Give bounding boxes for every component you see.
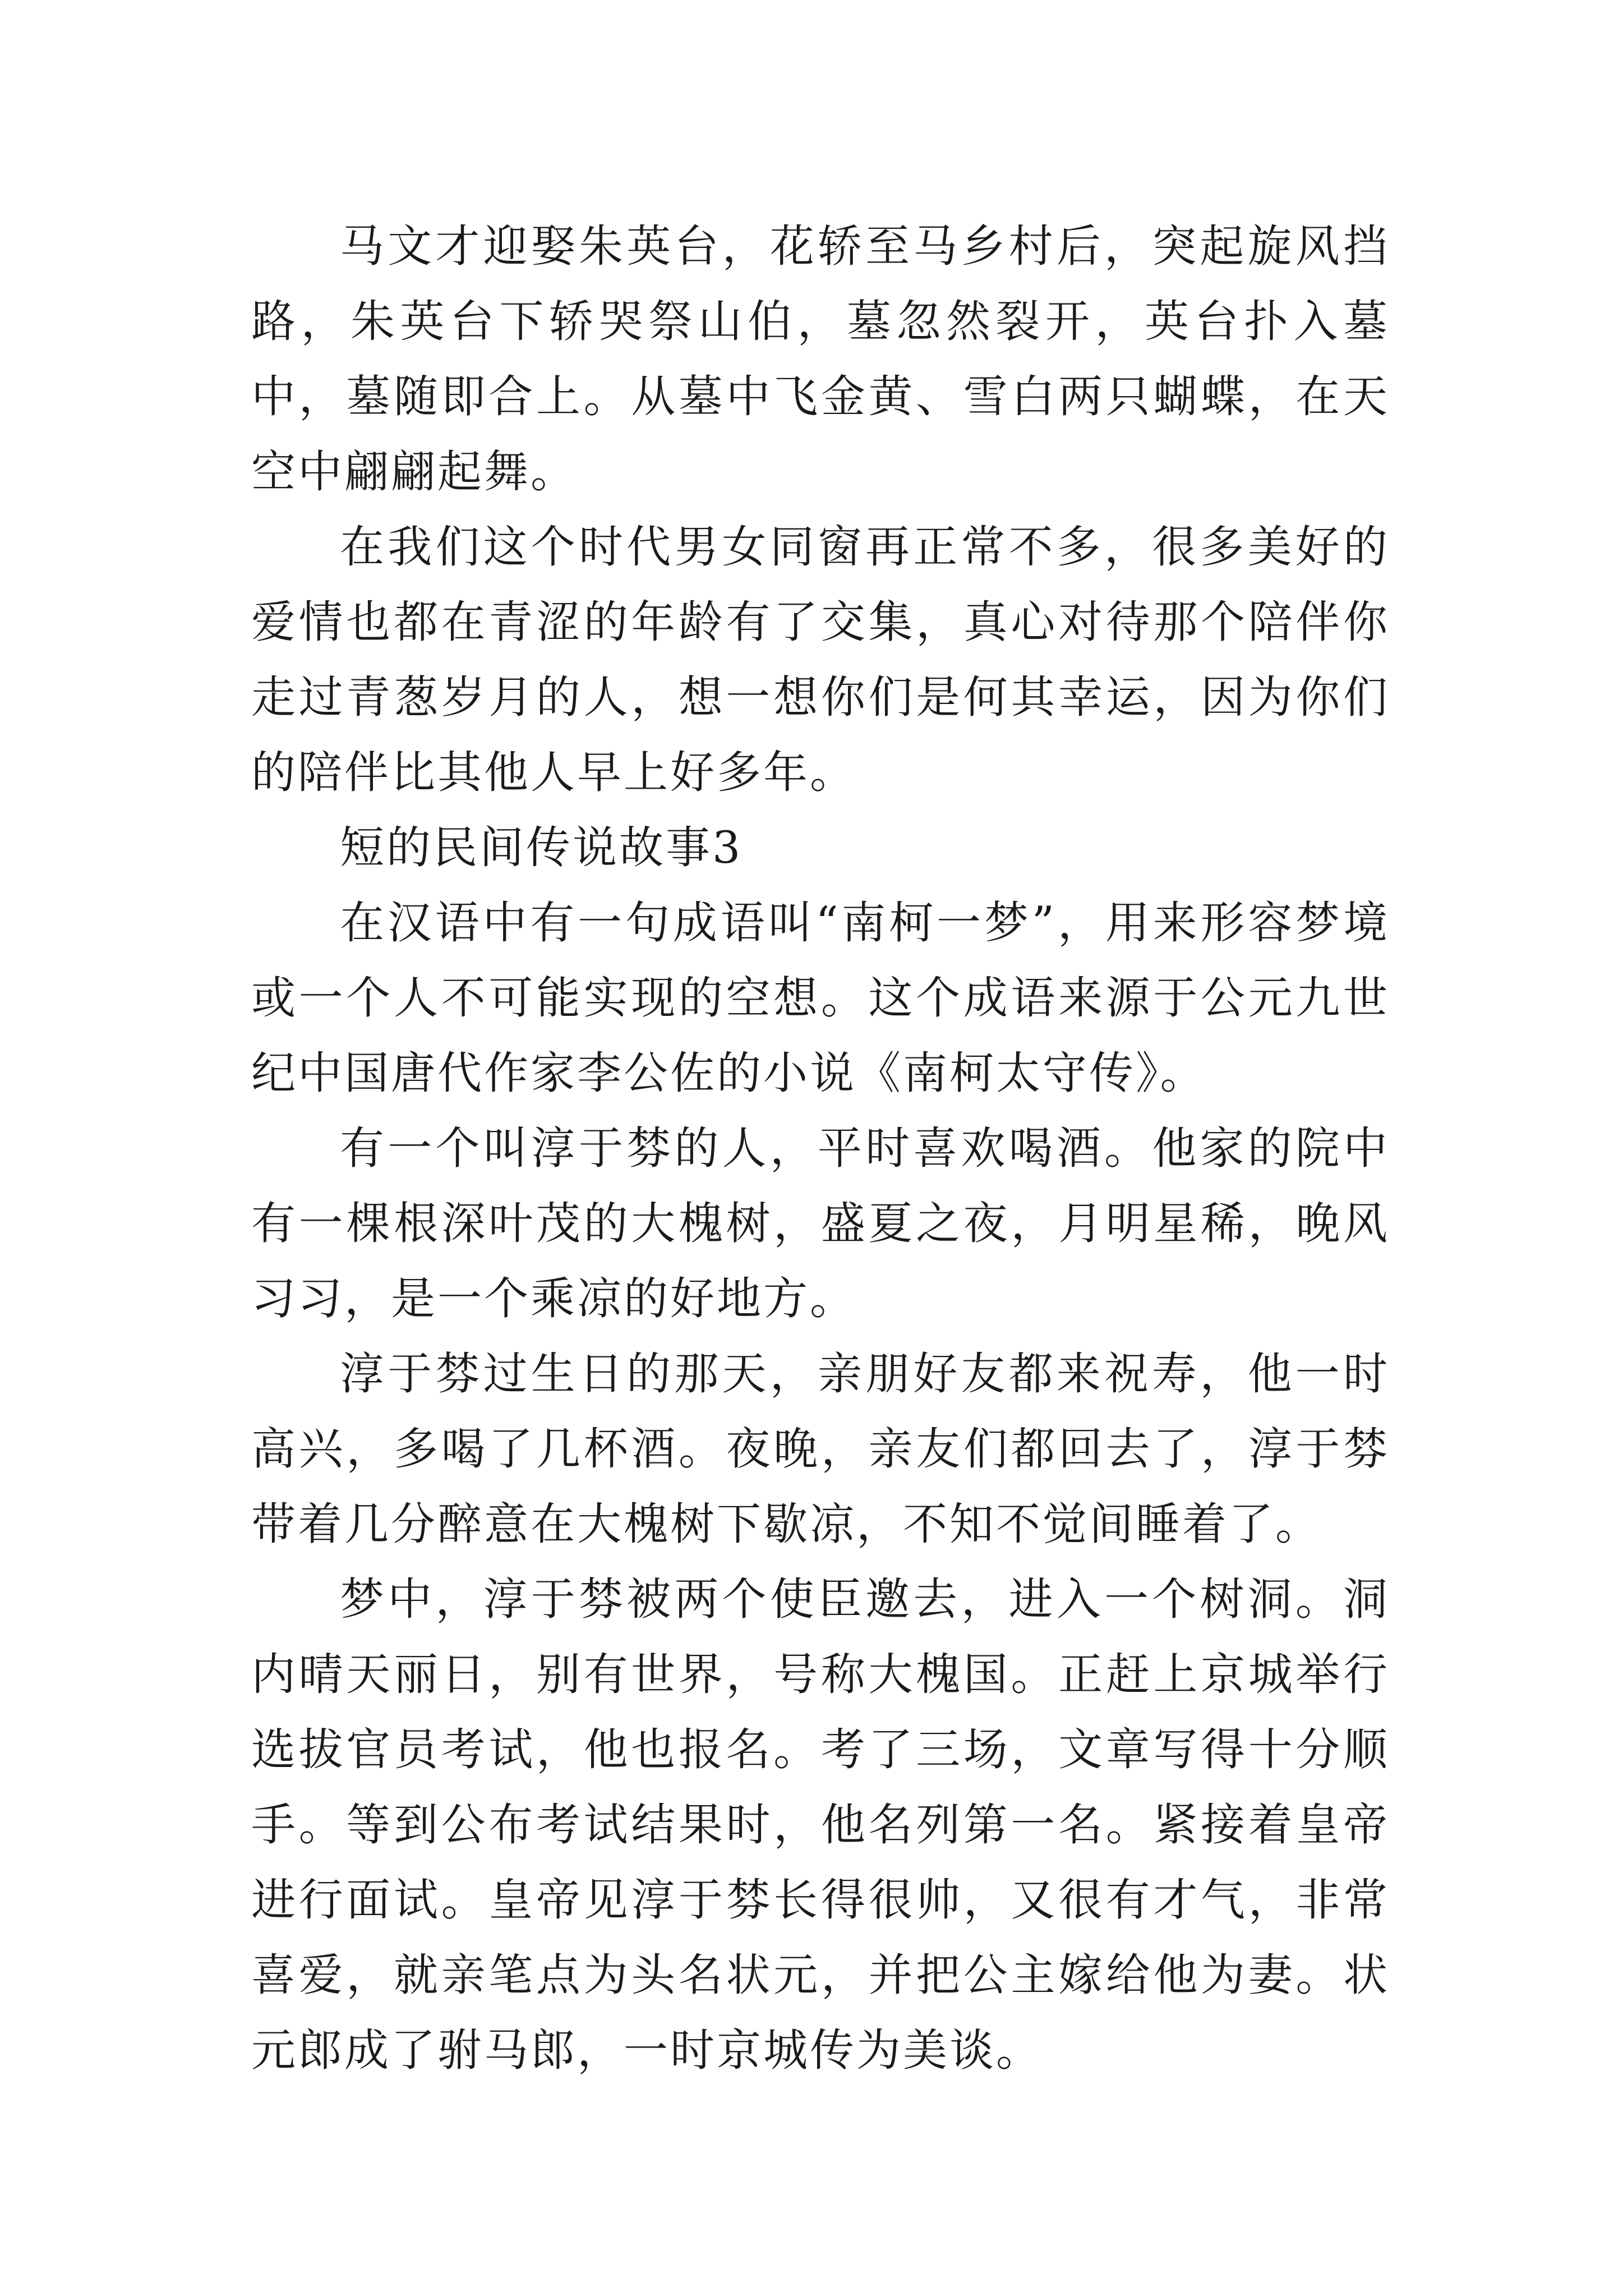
paragraph-locust-tree: 有一个叫淳于棼的人，平时喜欢喝酒。他家的院中有一棵根深叶茂的大槐树，盛夏之夜，月明星稀，晚风习习，是一个乘凉的好地方。 (251, 1122, 1390, 1324)
section-heading: 短的民间传说故事3 (340, 822, 743, 873)
paragraph-birthday: 淳于棼过生日的那天，亲朋好友都来祝寿，他一时高兴，多喝了几杯酒。夜晚，亲友们都回去了，淳于棼带着几分醉意在大槐树下歇凉，不知不觉间睡着了。 (251, 1348, 1390, 1550)
document-body (251, 209, 1390, 2088)
paragraph-dream: 梦中，淳于棼被两个使臣邀去，进入一个树洞。洞内晴天丽日，别有世界，号称大槐国。正赶上京城举行选拔官员考试，他也报名。考了三场，文章写得十分顺手。等到公布考试结果时，他名列第一名。紧接着皇帝进行面试。皇帝见淳于棼长得很帅，又很有才气，非常喜爱，就亲笔点为头名状元，并把公主嫁给他为妻。状元郎成了驸马郎，一时京城传为美谈。 (251, 1573, 1390, 2076)
paragraph-nanke-idiom: 在汉语中有一句成语叫“南柯一梦”，用来形容梦境或一个人不可能实现的空想。这个成语来源于公元九世纪中国唐代作家李公佐的小说《南柯太守传》。 (251, 897, 1390, 1099)
paragraph-wedding-butterflies: 马文才迎娶朱英台，花轿至马乡村后，突起旋风挡路，朱英台下轿哭祭山伯，墓忽然裂开，英台扑入墓中，墓随即合上。从墓中飞金黄、雪白两只蝴蝶，在天空中翩翩起舞。 (251, 220, 1390, 498)
paragraph-classmates-reflection: 在我们这个时代男女同窗再正常不多，很多美好的爱情也都在青涩的年龄有了交集，真心对待那个陪伴你走过青葱岁月的人，想一想你们是何其幸运，因为你们的陪伴比其他人早上好多年。 (251, 521, 1390, 798)
